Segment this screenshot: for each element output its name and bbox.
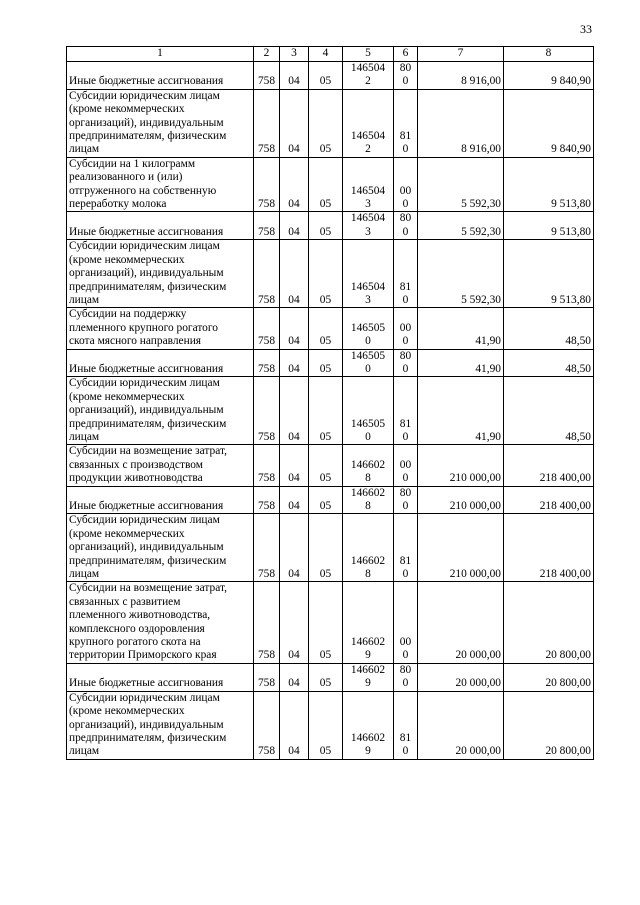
row-col-8: 9 513,80 xyxy=(504,212,594,240)
header-row xyxy=(67,47,594,62)
row-col-8: 20 800,00 xyxy=(504,691,594,759)
row-col-4: 05 xyxy=(309,89,343,157)
row-col-8: 48,50 xyxy=(504,377,594,445)
row-col-7: 20 000,00 xyxy=(418,691,504,759)
row-col-4: 05 xyxy=(309,240,343,308)
row-col-2: 758 xyxy=(254,582,280,663)
row-col-3: 04 xyxy=(280,445,309,486)
row-name: Субсидии на 1 килограмм реализованного и (или) отгруженного на собственную переработку молока xyxy=(67,157,254,212)
row-col-6: 80 0 xyxy=(394,212,418,240)
row-col-5: 146505 0 xyxy=(343,308,394,349)
row-col-5: 146505 0 xyxy=(343,377,394,445)
row-name: Субсидии юридическим лицам (кроме некоммерческих организаций), индивидуальным предпринимателям, физическим лицам xyxy=(67,377,254,445)
row-col-6: 00 0 xyxy=(394,582,418,663)
table-row xyxy=(67,308,594,349)
row-col-5: 146504 2 xyxy=(343,89,394,157)
row-col-7: 20 000,00 xyxy=(418,582,504,663)
row-col-7: 5 592,30 xyxy=(418,240,504,308)
row-col-2: 758 xyxy=(254,349,280,377)
row-col-7: 41,90 xyxy=(418,377,504,445)
row-col-8: 218 400,00 xyxy=(504,486,594,514)
header-col-2: 2 xyxy=(254,47,280,62)
row-col-8: 9 513,80 xyxy=(504,157,594,212)
row-col-5: 146602 8 xyxy=(343,514,394,582)
row-name: Субсидии на поддержку племенного крупного рогатого скота мясного направления xyxy=(67,308,254,349)
row-col-6: 81 0 xyxy=(394,691,418,759)
row-col-3: 04 xyxy=(280,308,309,349)
header-col-6: 6 xyxy=(394,47,418,62)
row-col-3: 04 xyxy=(280,212,309,240)
row-col-2: 758 xyxy=(254,157,280,212)
row-col-4: 05 xyxy=(309,212,343,240)
row-col-6: 00 0 xyxy=(394,157,418,212)
row-col-4: 05 xyxy=(309,308,343,349)
row-col-7: 5 592,30 xyxy=(418,212,504,240)
header-col-1: 1 xyxy=(67,47,254,62)
row-col-3: 04 xyxy=(280,514,309,582)
row-col-5: 146504 3 xyxy=(343,240,394,308)
row-col-8: 48,50 xyxy=(504,349,594,377)
row-col-2: 758 xyxy=(254,663,280,691)
row-col-6: 80 0 xyxy=(394,486,418,514)
table-row xyxy=(67,582,594,663)
row-name: Субсидии юридическим лицам (кроме некоммерческих организаций), индивидуальным предпринимателям, физическим лицам xyxy=(67,240,254,308)
row-col-2: 758 xyxy=(254,308,280,349)
row-col-2: 758 xyxy=(254,514,280,582)
table-row xyxy=(67,157,594,212)
row-col-8: 9 513,80 xyxy=(504,240,594,308)
row-col-6: 80 0 xyxy=(394,62,418,90)
row-col-5: 146505 0 xyxy=(343,349,394,377)
row-col-8: 218 400,00 xyxy=(504,445,594,486)
row-col-3: 04 xyxy=(280,240,309,308)
row-col-5: 146602 8 xyxy=(343,486,394,514)
row-col-4: 05 xyxy=(309,377,343,445)
row-col-7: 5 592,30 xyxy=(418,157,504,212)
header-col-8: 8 xyxy=(504,47,594,62)
page-number: 33 xyxy=(580,22,592,36)
row-col-5: 146602 9 xyxy=(343,663,394,691)
row-col-8: 20 800,00 xyxy=(504,663,594,691)
row-name: Иные бюджетные ассигнования xyxy=(67,212,254,240)
header-col-7: 7 xyxy=(418,47,504,62)
row-col-4: 05 xyxy=(309,582,343,663)
row-col-6: 00 0 xyxy=(394,445,418,486)
row-col-6: 80 0 xyxy=(394,663,418,691)
row-col-5: 146504 3 xyxy=(343,157,394,212)
row-col-2: 758 xyxy=(254,240,280,308)
row-col-7: 8 916,00 xyxy=(418,62,504,90)
header-col-5: 5 xyxy=(343,47,394,62)
row-col-4: 05 xyxy=(309,445,343,486)
row-col-6: 81 0 xyxy=(394,89,418,157)
row-col-3: 04 xyxy=(280,691,309,759)
row-col-7: 41,90 xyxy=(418,308,504,349)
row-col-5: 146602 8 xyxy=(343,445,394,486)
row-name: Иные бюджетные ассигнования xyxy=(67,62,254,90)
row-name: Иные бюджетные ассигнования xyxy=(67,663,254,691)
row-col-6: 00 0 xyxy=(394,308,418,349)
header-col-4: 4 xyxy=(309,47,343,62)
row-col-8: 20 800,00 xyxy=(504,582,594,663)
table-row xyxy=(67,212,594,240)
row-col-2: 758 xyxy=(254,486,280,514)
table-row xyxy=(67,62,594,90)
row-name: Субсидии на возмещение затрат, связанных с производством продукции животноводства xyxy=(67,445,254,486)
table-row xyxy=(67,514,594,582)
row-name: Иные бюджетные ассигнования xyxy=(67,486,254,514)
row-name: Субсидии на возмещение затрат, связанных с развитием племенного животноводства, комплексного оздоровления крупного рогатого скота на территории Приморского края xyxy=(67,582,254,663)
row-col-7: 210 000,00 xyxy=(418,486,504,514)
table-row xyxy=(67,486,594,514)
row-col-7: 210 000,00 xyxy=(418,514,504,582)
row-col-2: 758 xyxy=(254,691,280,759)
row-name: Иные бюджетные ассигнования xyxy=(67,349,254,377)
row-col-7: 20 000,00 xyxy=(418,663,504,691)
row-col-2: 758 xyxy=(254,377,280,445)
row-col-2: 758 xyxy=(254,89,280,157)
row-col-4: 05 xyxy=(309,62,343,90)
row-name: Субсидии юридическим лицам (кроме некоммерческих организаций), индивидуальным предпринимателям, физическим лицам xyxy=(67,691,254,759)
row-col-4: 05 xyxy=(309,691,343,759)
row-col-4: 05 xyxy=(309,349,343,377)
row-col-4: 05 xyxy=(309,157,343,212)
row-col-6: 81 0 xyxy=(394,514,418,582)
row-col-3: 04 xyxy=(280,349,309,377)
row-col-2: 758 xyxy=(254,445,280,486)
table-row xyxy=(67,89,594,157)
row-col-3: 04 xyxy=(280,89,309,157)
row-col-8: 9 840,90 xyxy=(504,89,594,157)
row-col-5: 146602 9 xyxy=(343,582,394,663)
table-row xyxy=(67,445,594,486)
row-col-5: 146504 2 xyxy=(343,62,394,90)
row-col-6: 81 0 xyxy=(394,240,418,308)
row-col-6: 80 0 xyxy=(394,349,418,377)
row-col-8: 48,50 xyxy=(504,308,594,349)
row-col-7: 210 000,00 xyxy=(418,445,504,486)
row-col-8: 9 840,90 xyxy=(504,62,594,90)
row-col-3: 04 xyxy=(280,157,309,212)
row-col-2: 758 xyxy=(254,62,280,90)
table-row xyxy=(67,240,594,308)
row-col-4: 05 xyxy=(309,486,343,514)
row-col-7: 8 916,00 xyxy=(418,89,504,157)
table-row xyxy=(67,663,594,691)
row-col-2: 758 xyxy=(254,212,280,240)
row-col-8: 218 400,00 xyxy=(504,514,594,582)
row-col-6: 81 0 xyxy=(394,377,418,445)
row-name: Субсидии юридическим лицам (кроме некоммерческих организаций), индивидуальным предпринимателям, физическим лицам xyxy=(67,514,254,582)
row-col-4: 05 xyxy=(309,514,343,582)
row-col-3: 04 xyxy=(280,377,309,445)
row-col-3: 04 xyxy=(280,62,309,90)
row-col-3: 04 xyxy=(280,582,309,663)
table-row xyxy=(67,691,594,759)
row-col-5: 146602 9 xyxy=(343,691,394,759)
row-name: Субсидии юридическим лицам (кроме некоммерческих организаций), индивидуальным предпринимателям, физическим лицам xyxy=(67,89,254,157)
table-row xyxy=(67,377,594,445)
row-col-5: 146504 3 xyxy=(343,212,394,240)
budget-table xyxy=(66,46,594,760)
row-col-4: 05 xyxy=(309,663,343,691)
row-col-7: 41,90 xyxy=(418,349,504,377)
row-col-3: 04 xyxy=(280,486,309,514)
header-col-3: 3 xyxy=(280,47,309,62)
row-col-3: 04 xyxy=(280,663,309,691)
table-row xyxy=(67,349,594,377)
